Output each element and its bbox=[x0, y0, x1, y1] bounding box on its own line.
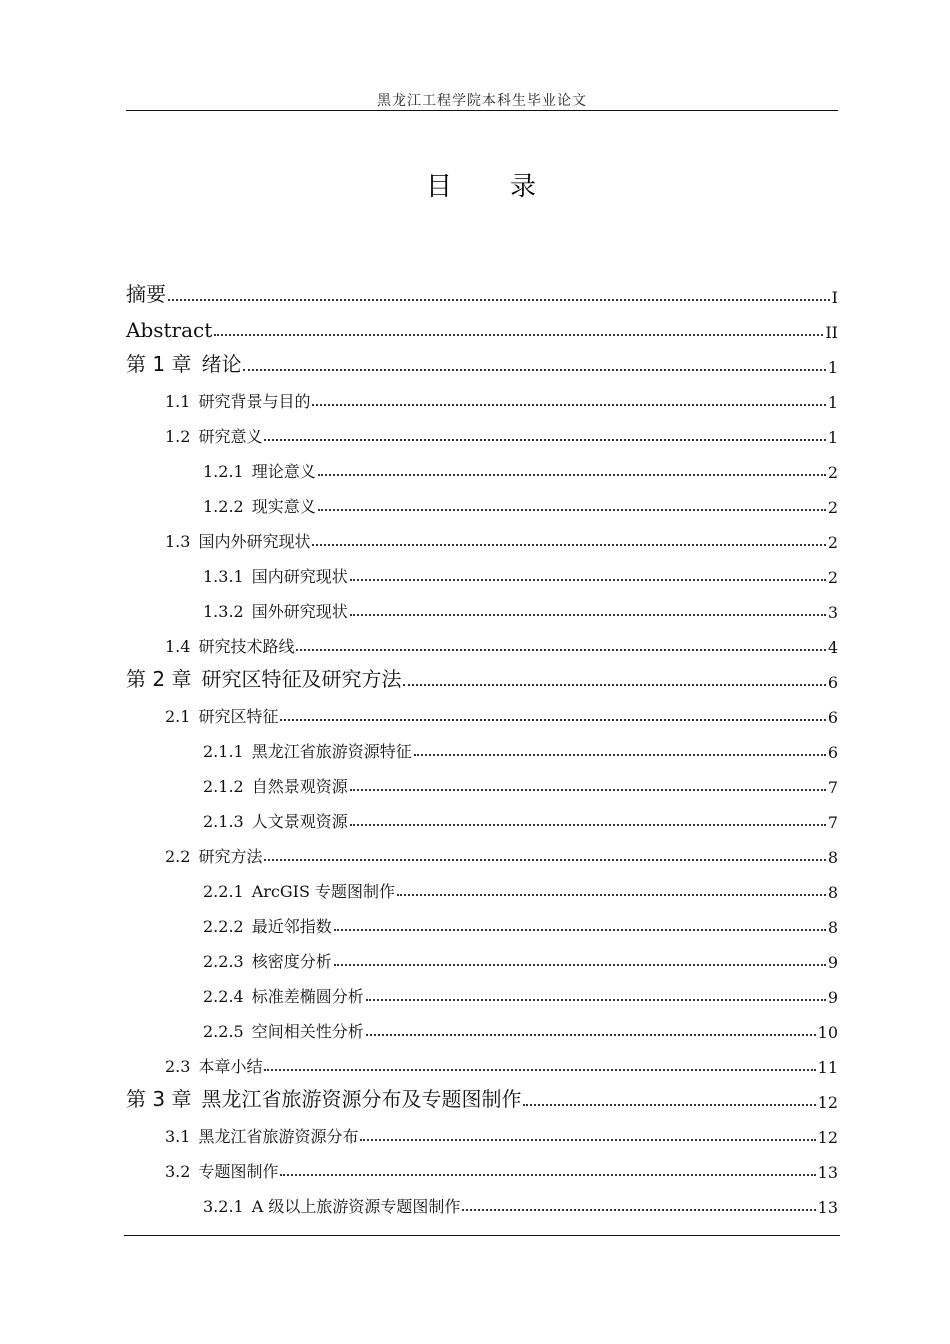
toc-label: 空间相关性分析 bbox=[251, 1022, 364, 1041]
toc-label: 自然景观资源 bbox=[251, 777, 348, 796]
toc-entry-2-1[interactable] bbox=[126, 692, 838, 727]
toc-label: 国外研究现状 bbox=[251, 602, 348, 621]
toc-label: A 级以上旅游资源专题图制作 bbox=[251, 1197, 461, 1216]
toc-label: 绪论 bbox=[201, 352, 242, 376]
dot-leader bbox=[296, 649, 825, 651]
toc-number: 2.1.1 bbox=[203, 742, 244, 761]
toc-page: 13 bbox=[817, 1163, 838, 1182]
dot-leader bbox=[264, 1069, 815, 1071]
toc-page: 11 bbox=[817, 1058, 838, 1077]
toc-label: 本章小结 bbox=[198, 1057, 263, 1076]
toc-number: 1.2 bbox=[165, 427, 191, 446]
dot-leader bbox=[360, 1139, 815, 1141]
toc-entry-chapter-1[interactable] bbox=[126, 342, 838, 377]
dot-leader bbox=[312, 404, 825, 406]
toc-page: 10 bbox=[817, 1023, 838, 1042]
toc-page: 8 bbox=[827, 848, 838, 867]
dot-leader bbox=[312, 544, 825, 546]
toc-label: 黑龙江省旅游资源特征 bbox=[251, 742, 412, 761]
toc-label: Abstract bbox=[126, 318, 213, 342]
toc-entry-2-2[interactable] bbox=[126, 832, 838, 867]
toc-entry-2-1-2[interactable] bbox=[126, 762, 838, 797]
toc-label: 现实意义 bbox=[251, 497, 316, 516]
dot-leader bbox=[350, 824, 826, 826]
toc-label: 研究背景与目的 bbox=[198, 392, 311, 411]
title-char-1: 目 bbox=[425, 172, 454, 202]
running-header: 黑龙江工程学院本科生毕业论文 bbox=[377, 93, 587, 109]
header-rule bbox=[126, 110, 838, 111]
toc-number: 2.1.3 bbox=[203, 812, 244, 831]
dot-leader bbox=[350, 789, 826, 791]
toc-number: 1.2.2 bbox=[203, 497, 244, 516]
toc-number: 2.3 bbox=[165, 1057, 191, 1076]
toc-page: 6 bbox=[827, 743, 838, 762]
toc-page: 7 bbox=[827, 813, 838, 832]
dot-leader bbox=[334, 929, 826, 931]
toc-number: 2.2.3 bbox=[203, 952, 244, 971]
dot-leader bbox=[280, 719, 825, 721]
dot-leader bbox=[366, 1034, 816, 1036]
toc-label: 黑龙江省旅游资源分布 bbox=[198, 1127, 359, 1146]
toc-entry-3-2-1[interactable] bbox=[126, 1182, 838, 1217]
dot-leader bbox=[318, 509, 826, 511]
toc-label: 人文景观资源 bbox=[251, 812, 348, 831]
toc-number: 3.2.1 bbox=[203, 1197, 244, 1216]
toc-entry-2-2-4[interactable] bbox=[126, 972, 838, 1007]
toc-page: 1 bbox=[827, 393, 838, 412]
toc-label: 国内研究现状 bbox=[251, 567, 348, 586]
toc-label: 研究区特征 bbox=[198, 707, 279, 726]
toc-number: 1.1 bbox=[165, 392, 191, 411]
toc-page: 1 bbox=[827, 358, 838, 377]
toc-page: 3 bbox=[827, 603, 838, 622]
toc-entry-2-1-1[interactable] bbox=[126, 727, 838, 762]
toc-page: 2 bbox=[827, 463, 838, 482]
table-of-contents bbox=[126, 272, 838, 1217]
dot-leader bbox=[523, 1104, 815, 1106]
toc-entry-1-2[interactable] bbox=[126, 412, 838, 447]
toc-page: 4 bbox=[827, 638, 838, 657]
toc-page: 8 bbox=[827, 883, 838, 902]
dot-leader bbox=[403, 684, 825, 686]
toc-number: 3.1 bbox=[165, 1127, 191, 1146]
toc-entry-chapter-2[interactable] bbox=[126, 657, 838, 692]
toc-entry-2-2-2[interactable] bbox=[126, 902, 838, 937]
dot-leader bbox=[334, 964, 826, 966]
toc-entry-3-1[interactable] bbox=[126, 1112, 838, 1147]
toc-entry-abstract-cn[interactable] bbox=[126, 272, 838, 307]
toc-label: 专题图制作 bbox=[198, 1162, 279, 1181]
toc-page: 9 bbox=[827, 953, 838, 972]
toc-label: 理论意义 bbox=[251, 462, 316, 481]
toc-number: 1.4 bbox=[165, 637, 191, 656]
dot-leader bbox=[366, 999, 826, 1001]
toc-page: 9 bbox=[827, 988, 838, 1007]
title-char-2: 录 bbox=[510, 172, 539, 202]
toc-entry-1-3-2[interactable] bbox=[126, 587, 838, 622]
toc-number: 1.3.2 bbox=[203, 602, 244, 621]
toc-label: 摘要 bbox=[126, 282, 166, 306]
toc-number: 第 2 章 bbox=[126, 667, 192, 691]
toc-page: 6 bbox=[827, 673, 838, 692]
toc-label: 研究意义 bbox=[198, 427, 263, 446]
toc-number: 1.3 bbox=[165, 532, 191, 551]
toc-page: 12 bbox=[817, 1128, 838, 1147]
toc-number: 2.2.2 bbox=[203, 917, 244, 936]
toc-label: 标准差椭圆分析 bbox=[251, 987, 364, 1006]
toc-entry-1-4[interactable] bbox=[126, 622, 838, 657]
dot-leader bbox=[280, 1174, 815, 1176]
toc-page: 2 bbox=[827, 533, 838, 552]
toc-label: 最近邻指数 bbox=[251, 917, 332, 936]
dot-leader bbox=[264, 859, 825, 861]
toc-label: 研究方法 bbox=[198, 847, 263, 866]
dot-leader bbox=[214, 334, 823, 336]
footer-rule bbox=[124, 1235, 840, 1236]
toc-label: 研究技术路线 bbox=[198, 637, 295, 656]
toc-number: 1.3.1 bbox=[203, 567, 244, 586]
toc-page: 2 bbox=[827, 568, 838, 587]
dot-leader bbox=[462, 1209, 815, 1211]
toc-page: 12 bbox=[817, 1093, 838, 1112]
toc-number: 2.1 bbox=[165, 707, 191, 726]
toc-entry-2-2-3[interactable] bbox=[126, 937, 838, 972]
dot-leader bbox=[168, 299, 830, 301]
toc-label: 国内外研究现状 bbox=[198, 532, 311, 551]
toc-number: 第 3 章 bbox=[126, 1087, 192, 1111]
toc-label: 研究区特征及研究方法 bbox=[201, 667, 402, 691]
toc-entry-2-2-5[interactable] bbox=[126, 1007, 838, 1042]
toc-page: 8 bbox=[827, 918, 838, 937]
toc-label: 黑龙江省旅游资源分布及专题图制作 bbox=[201, 1087, 522, 1111]
toc-entry-1-1[interactable] bbox=[126, 377, 838, 412]
dot-leader bbox=[397, 894, 826, 896]
toc-page: 1 bbox=[827, 428, 838, 447]
toc-page: 13 bbox=[817, 1198, 838, 1217]
dot-leader bbox=[350, 614, 826, 616]
toc-page: I bbox=[831, 288, 838, 307]
toc-label: ArcGIS 专题图制作 bbox=[251, 882, 396, 901]
toc-entry-1-3[interactable] bbox=[126, 517, 838, 552]
dot-leader bbox=[318, 474, 826, 476]
toc-entry-1-2-1[interactable] bbox=[126, 447, 838, 482]
toc-number: 2.2.4 bbox=[203, 987, 244, 1006]
dot-leader bbox=[414, 754, 826, 756]
toc-page: 2 bbox=[827, 498, 838, 517]
toc-page: 7 bbox=[827, 778, 838, 797]
toc-entry-2-1-3[interactable] bbox=[126, 797, 838, 832]
toc-entry-2-3[interactable] bbox=[126, 1042, 838, 1077]
toc-entry-chapter-3[interactable] bbox=[126, 1077, 838, 1112]
toc-entry-2-2-1[interactable] bbox=[126, 867, 838, 902]
toc-number: 2.2 bbox=[165, 847, 191, 866]
toc-page: II bbox=[825, 323, 838, 342]
dot-leader bbox=[264, 439, 825, 441]
toc-page: 6 bbox=[827, 708, 838, 727]
toc-number: 2.1.2 bbox=[203, 777, 244, 796]
dot-leader bbox=[243, 369, 825, 371]
toc-number: 3.2 bbox=[165, 1162, 191, 1181]
page-title bbox=[126, 166, 838, 203]
toc-label: 核密度分析 bbox=[251, 952, 332, 971]
toc-number: 2.2.5 bbox=[203, 1022, 244, 1041]
toc-entry-abstract-en[interactable] bbox=[126, 307, 838, 342]
toc-number: 1.2.1 bbox=[203, 462, 244, 481]
dot-leader bbox=[350, 579, 826, 581]
toc-number: 2.2.1 bbox=[203, 882, 244, 901]
toc-entry-1-3-1[interactable] bbox=[126, 552, 838, 587]
toc-entry-3-2[interactable] bbox=[126, 1147, 838, 1182]
toc-entry-1-2-2[interactable] bbox=[126, 482, 838, 517]
toc-number: 第 1 章 bbox=[126, 352, 192, 376]
